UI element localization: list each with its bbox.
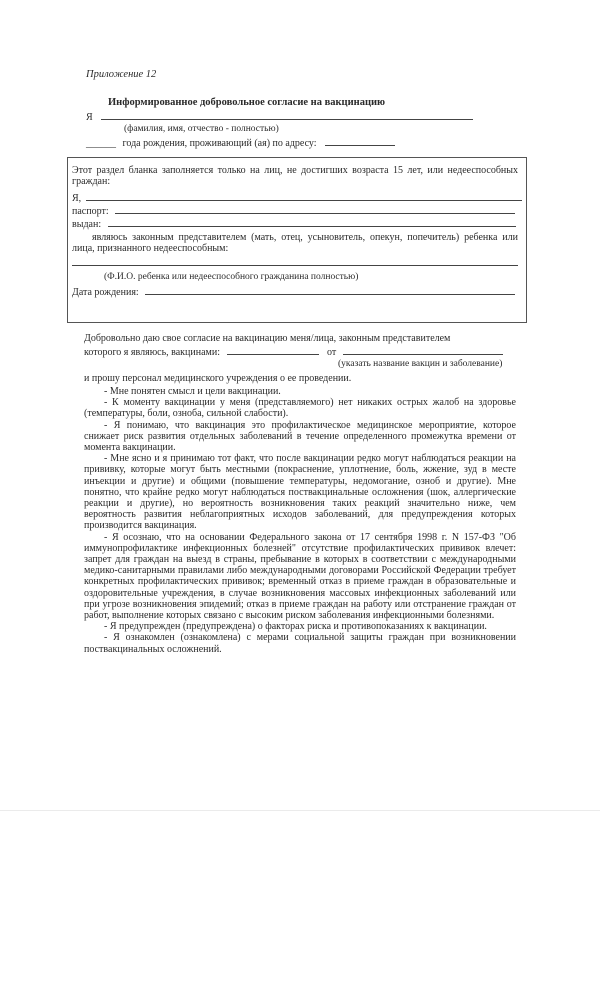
child-birth-row: [72, 286, 515, 298]
child-birth-label: Дата рождения:: [72, 287, 139, 298]
statement-6: - Я предупрежден (предупреждена) о факторах риска и противопоказаниях к вакцинации.: [104, 621, 487, 633]
issued-row: [72, 218, 516, 230]
child-name-row: [72, 257, 518, 269]
statement-2: - К моменту вакцинации у меня (представляемого) нет никаких острых жалоб на здоровье (температуры, боли, озноба, сильной слабости).: [84, 397, 516, 420]
patient-name-row: [86, 111, 473, 123]
birth-address-row: [86, 137, 395, 149]
guardian-name-field[interactable]: [86, 192, 522, 201]
consent-line-3: и прошу персонал медицинского учреждения о ее проведении.: [84, 373, 352, 384]
statement-1: - Мне понятен смысл и цели вакцинации.: [104, 386, 281, 397]
consent-line-1: Добровольно даю свое согласие на вакцинацию меня/лица, законным представителем: [84, 333, 451, 344]
vaccine-name-field[interactable]: [227, 346, 319, 355]
scan-edge: [0, 810, 600, 811]
disease-field[interactable]: [343, 346, 503, 355]
passport-field[interactable]: [115, 205, 515, 214]
guardian-name-row: [72, 192, 522, 204]
statement-4: - Мне ясно и я принимаю тот факт, что после вакцинации редко могут наблюдаться реакции на прививку, которые могут быть местными (покраснение, уплотнение, боль, жжение, зуд в месте инъекции и другие) и общими (повышение температуры, недомогание, озноб и другие). Мне понятно, что крайне редко могут наблюдаться поствакцинальные осложнения (шок, аллергические реакции и другие), но вероятность возникновения таких реакций значительно ниже, чем вероятность развития неблагоприятных исходов заболеваний, для предупреждения которых производится вакцинация.: [84, 453, 516, 532]
child-name-hint: (Ф.И.О. ребенка или недееспособного гражданина полностью): [104, 272, 359, 282]
consent-from-label: от: [327, 347, 337, 358]
child-name-field[interactable]: [72, 257, 518, 266]
statement-3: - Я понимаю, что вакцинация это профилактическое медицинское мероприятие, которое снижает риск развития отдельных заболеваний в течение определенного промежутка времени от момента вакцинации.: [84, 419, 516, 454]
statements-block: [84, 386, 516, 655]
address-field[interactable]: [325, 137, 395, 146]
birth-address-label: года рождения, проживающий (ая) по адресу:: [122, 138, 317, 149]
patient-name-hint: (фамилия, имя, отчество - полностью): [124, 124, 279, 134]
annex-label: Приложение 12: [86, 69, 157, 80]
guardian-intro: Этот раздел бланка заполняется только на лиц, не достигших возраста 15 лет, или недееспособных граждан:: [72, 165, 518, 188]
document-title: Информированное добровольное согласие на вакцинацию: [108, 97, 386, 108]
issued-label: выдан:: [72, 219, 102, 230]
patient-name-field[interactable]: [101, 111, 473, 120]
passport-label: паспорт:: [72, 206, 109, 217]
birth-year-field[interactable]: ______: [86, 138, 116, 149]
vaccine-hint: (указать название вакцин и заболевание): [338, 359, 503, 369]
passport-row: [72, 205, 515, 217]
consent-line-2: [84, 346, 503, 358]
statement-7: - Я ознакомлен (ознакомлена) с мерами социальной защиты граждан при возникновении поствакцинальных осложнений.: [84, 632, 516, 655]
consent-vaccines-label: которого я являюсь, вакцинами:: [84, 347, 220, 358]
ya-label: Я: [86, 112, 93, 123]
guardian-ya-label: Я,: [72, 193, 82, 204]
child-birth-field[interactable]: [145, 286, 515, 295]
issued-field[interactable]: [108, 218, 516, 227]
guardian-representative-text: являюсь законным представителем (мать, отец, усыновитель, опекун, попечитель) ребенка или лица, признанного недееспособным:: [72, 232, 518, 255]
statement-5: - Я осознаю, что на основании Федерального закона от 17 сентября 1998 г. N 157-ФЗ "Об иммунопрофилактике инфекционных болезней" отсутствие профилактических прививок влечет: запрет для граждан на выезд в страны, пребывание в которых в соответствии с международными медико-санитарными правилами либо международными договорами Российской Федерации требует конкретных профилактических прививок; временный отказ в приеме граждан в образовательные и оздоровительные учреждения, в случае возникновения массовых инфекционных заболеваний или при угрозе возникновения эпидемий; отказ в приеме граждан на работу или отстранение граждан от работ, выполнение которых связано с высоким риском заболевания инфекционными болезнями.: [84, 531, 516, 622]
